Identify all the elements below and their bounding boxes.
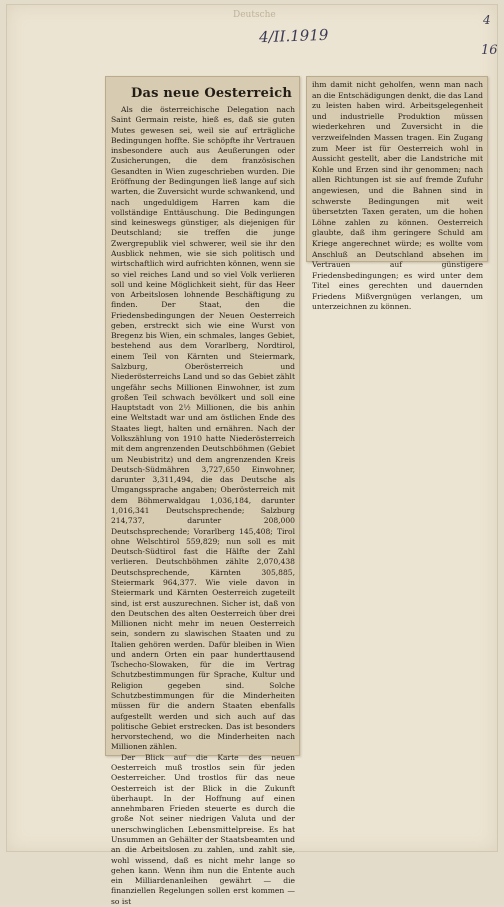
handwritten-page-number: 4 [483, 13, 491, 27]
article-paragraph-1: Als die österreichische Delegation nach Saint Germain reiste, hieß es, daß sie guten Mutes gewesen sei, weil sie auf erträgliche Bedingungen hoffte. Sie schöpfte ihr Vertrauen insbesondere auch aus Aeußerungen oder Zusicherungen, die dem französischen Gesandten in Wien zugeschrieben wurden. Die Eröffnung der Bedingungen ließ lange auf sich warten, die Zuversicht wurde schwankend, und nach ungeduldigem Harren kam die vollständige Enttäuschung. Die Bedingungen sind keineswegs günstiger, als diejenigen für Deutschland; sie treffen die junge Zwergrepublik viel schwerer, weil sie ihr den Ausblick nehmen, wie sie sich politisch und wirtschaftlich wird aufrichten können, wenn sie so viel reiches Land und so viel Volk verlieren soll und keine Möglichkeit sieht, für das Heer von Arbeitslosen lohnende Beschäftigung zu finden. Der Staat, den die Friedensbedingungen der Neuen Oesterreich geben, erstreckt sich wie eine Wurst von Bregenz bis Wien, ein schmales, langes Gebiet, bestehend aus dem Vorarlberg, Nordtirol, einem Teil von Kärnten und Steiermark, Salzburg, Oberösterreich und Niederösterreichs Land und so das Gebiet zählt ungefähr sechs Millionen Einwohner, ist zum großen Teil schwach bevölkert und soll eine Hauptstadt von 2½ Millionen, die bis anhin eine Weltstadt war und am östlichen Ende des Staates liegt, halten und ernähren. Nach der Volkszählung von 1910 hatte Niederösterreich mit dem angrenzenden Deutschböhmen (Gebiet um Neubistritz) und dem angrenzenden Kreis Deutsch-Südmähren 3,727,650 Einwohner, darunter 3,311,494, die das Deutsche als Umgangssprache angaben; Oberösterreich mit dem Böhmerwaldgau 1,036,184, darunter 1,016,341 Deutschsprechende; Salzburg 214,737, darunter 208,000 Deutschsprechende; Vorarlberg 145,408; Tirol ohne Welschtirol 559,829; nun soll es mit Deutsch-Südtirol fast die Hälfte der Zahl verlieren. Deutschböhmen zählte 2,070,438 Deutschsprechende, Kärnten 305,885, Steiermark 964,377. Wie viele davon in Steiermark und Kärnten Oesterreich zugeteilt sind, ist erst auszurechnen. Sicher ist, daß von den Deutschen des alten Oesterreich über drei Millionen nicht mehr im neuen Oesterreich sein, sondern zu slawischen Staaten und zu Italien gehören werden. Dafür bleiben in Wien und andern Orten ein paar hunderttausend Tschecho-Slowaken, für die im Vertrag Schutzbestimmungen für Sprache, Kultur und Religion gegeben sind. Solche Schutzbestimmungen für die Minderheiten müssen für die andern Staaten ebenfalls aufgestellt werden und sich auch auf das politische Gebiet erstrecken. Das ist besonders hervorstechend, wo die Minderheiten nach Millionen zählen. [111, 105, 295, 752]
newspaper-clipping-main [105, 76, 300, 906]
article-headline: Das neue Oesterreich [131, 86, 292, 101]
handwritten-date: 4/II.1919 [258, 25, 329, 47]
handwritten-folio-number: 16 [481, 43, 498, 58]
newspaper-clipping-continuation [306, 76, 488, 312]
faint-newspaper-header: Deutsche [233, 10, 276, 20]
article-paragraph-2: Der Blick auf die Karte des neuen Oesterreich muß trostlos sein für jeden Oesterreicher. Und trostlos für das neue Oesterreich ist der Blick in die Zukunft überhaupt. In der Hoffnung auf einen annehmbaren Frieden steuerte es durch die große Not seiner niedrigen Valuta und der unerschwinglichen Lebensmittelpreise. Es hat Unsummen an Gehälter der Staatsbeamten und an die Arbeitslosen zu zahlen, und zahlt sie, wohl wissend, daß es nicht mehr lange so gehen kann. Wenn ihm nun die Entente auch ein Milliardenanleihen gewährt — die finanziellen Regelungen sollen erst kommen — so ist [111, 752, 295, 906]
article-continuation: ihm damit nicht geholfen, wenn man nach an die Entschädigungen denkt, die das Land zu leisten haben wird. Arbeitsgelegenheit und industrielle Produktion müssen wiederkehren und Zuversicht in die verzweifelnden Massen tragen. Ein Zugang zum Meer ist für Oesterreich wohl in Aussicht gestellt, aber die Landstriche mit Kohle und Erzen sind ihr genommen; nach allen Richtungen ist sie auf fremde Zufuhr angewiesen, und die Bahnen sind in schwerste Bedingungen mit weit übersetzten Taxen geraten, um die hohen Löhne zahlen zu können. Oesterreich glaubte, daß ihm geringere Schuld am Kriege angerechnet würde; es wollte vom Anschluß an Deutschland absehen im Vertrauen auf günstigere Friedensbedingungen; es wird unter dem Titel eines gerechten und dauernden Friedens Mißvergnügen verlangen, um unterzeichnen zu können. [312, 80, 483, 312]
